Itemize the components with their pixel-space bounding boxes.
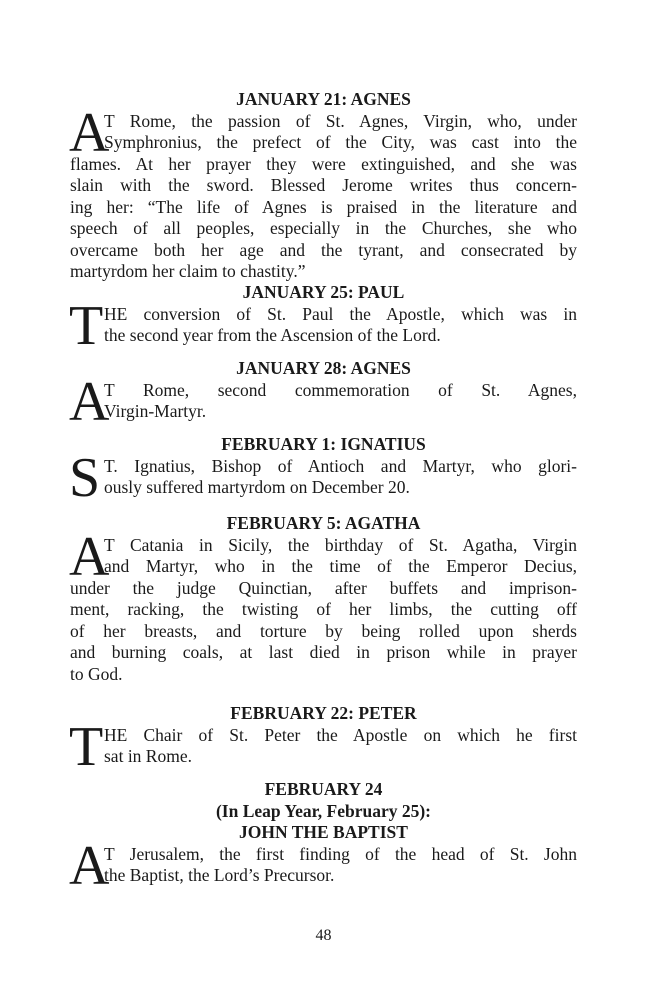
drop-cap: T (69, 715, 104, 778)
body-line: T. Ignatius, Bishop of Antioch and Martyr, who glori- (104, 455, 577, 476)
drop-cap: A (69, 101, 110, 164)
drop-cap: T (69, 294, 104, 357)
entry-heading: FEBRUARY 24 (264, 779, 383, 799)
entry-heading: JANUARY 25: PAUL (242, 282, 405, 302)
body-line: ment, racking, the twisting of her limbs, the cutting off (70, 599, 577, 619)
entry-heading: FEBRUARY 5: AGATHA (226, 513, 421, 533)
drop-cap: A (69, 370, 110, 433)
body-line: the second year from the Ascension of the Lord. (104, 325, 441, 345)
body-line: T Rome, the passion of St. Agnes, Virgin, who, under (104, 110, 577, 131)
body-line: T Rome, second commemoration of St. Agnes, (104, 379, 577, 400)
entry-section (69, 434, 577, 509)
body-line: to God. (70, 663, 123, 684)
drop-cap: S (69, 446, 101, 509)
body-line: Virgin-Martyr. (104, 401, 207, 421)
entry-heading: FEBRUARY 1: IGNATIUS (221, 434, 426, 454)
entry-section (69, 358, 577, 433)
drop-cap: A (69, 525, 110, 588)
body-line: of her breasts, and torture by being rolled upon sherds (70, 620, 577, 641)
entry-heading: JOHN THE BAPTIST (239, 822, 408, 842)
entry-section (70, 513, 577, 685)
body-line: martyrdom her claim to chastity.” (70, 261, 306, 281)
body-line: overcame both her age and the tyrant, and consecrated by (70, 239, 577, 260)
page-number: 48 (315, 927, 332, 944)
body-line: HE Chair of St. Peter the Apostle on which he first (104, 724, 577, 745)
body-line: Symphronius, the prefect of the City, was cast into the (104, 132, 577, 152)
body-line: and Martyr, who in the time of the Emperor Decius, (104, 556, 577, 576)
entry-heading: FEBRUARY 22: PETER (230, 703, 417, 723)
entry-body (69, 294, 577, 357)
entry-body (69, 834, 577, 897)
entry-heading: JANUARY 21: AGNES (236, 89, 411, 109)
body-line: flames. At her prayer they were extinguished, and she was (70, 153, 577, 174)
entry-section (69, 703, 577, 778)
entry-body (69, 101, 577, 283)
body-line: the Baptist, the Lord’s Precursor. (104, 865, 335, 885)
entry-heading: JANUARY 28: AGNES (236, 358, 411, 378)
body-line: under the judge Quinctian, after buffets and imprison- (70, 577, 577, 598)
body-line: HE conversion of St. Paul the Apostle, which was in (104, 303, 577, 324)
body-line: sat in Rome. (104, 746, 192, 766)
body-line: T Jerusalem, the first finding of the head of St. John (104, 843, 577, 864)
entry-body (69, 715, 577, 778)
body-line: and burning coals, at last died in prison while in prayer (70, 642, 577, 662)
entry-heading: (In Leap Year, February 25): (215, 800, 431, 821)
body-line: ing her: “The life of Agnes is praised in the literature and (70, 196, 577, 217)
entry-body (69, 370, 577, 433)
body-line: slain with the sword. Blessed Jerome writes thus concern- (70, 175, 577, 195)
entry-section (69, 779, 577, 897)
drop-cap: A (69, 834, 110, 897)
entry-body (69, 525, 577, 686)
body-line: speech of all peoples, especially in the Churches, she who (70, 218, 577, 238)
entry-section (70, 89, 577, 283)
body-line: T Catania in Sicily, the birthday of St. Agatha, Virgin (104, 534, 577, 555)
entry-body (69, 446, 577, 509)
body-line: ously suffered martyrdom on December 20. (104, 477, 410, 497)
entry-section (69, 282, 577, 357)
